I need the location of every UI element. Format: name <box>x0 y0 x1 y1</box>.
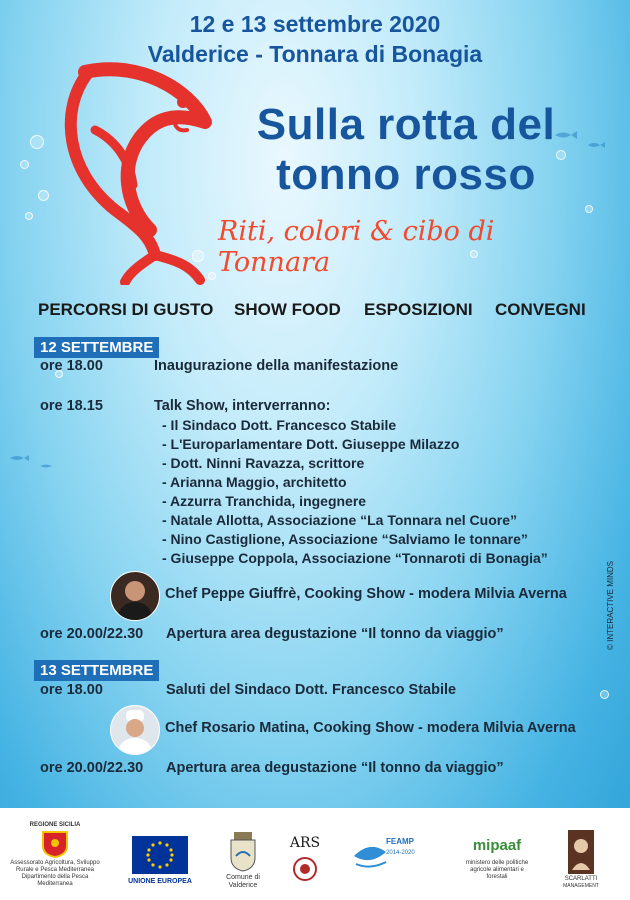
day-2-badge: 13 SETTEMBRE <box>34 660 159 681</box>
category-percorsi: PERCORSI DI GUSTO <box>38 300 214 319</box>
speaker-1: - Il Sindaco Dott. Francesco Stabile <box>162 417 397 433</box>
speaker-4: - Arianna Maggio, architetto <box>162 474 347 490</box>
comune-crest-icon <box>228 832 258 872</box>
feamp-label: FEAMP <box>386 837 414 846</box>
speaker-8: - Giuseppe Coppola, Associazione “Tonnaroti di Bonagia” <box>162 550 548 566</box>
day-1-badge: 12 SETTEMBRE <box>34 337 159 358</box>
design-credit: © INTERACTIVE MINDS <box>606 560 615 650</box>
scarlatti-sub: MANAGEMENT <box>563 883 599 889</box>
regione-title: REGIONE SICILIA <box>29 822 81 828</box>
chef-2-avatar <box>110 705 160 755</box>
main-title-line-1: Sulla rotta del <box>256 100 556 149</box>
regione-sicilia-crest-icon <box>40 830 70 858</box>
event-date: 12 e 13 settembre 2020 <box>189 11 441 37</box>
speaker-3: - Dott. Ninni Ravazza, scrittore <box>162 455 365 471</box>
day-2-event-2-text: Apertura area degustazione “Il tonno da viaggio” <box>166 760 504 776</box>
category-show-food: SHOW FOOD <box>234 300 341 319</box>
speaker-5: - Azzurra Tranchida, ingegnere <box>162 493 367 509</box>
ars-emblem-icon <box>290 856 320 882</box>
chef-1-avatar <box>110 571 160 621</box>
red-fish-logo-icon <box>55 60 215 285</box>
mipaaf-sub-2: agricole alimentari e forestali <box>470 867 524 880</box>
day-1-event-1-time: ore 18.00 <box>40 358 103 374</box>
day-1-event-1-text: Inaugurazione della manifestazione <box>154 358 399 374</box>
day-1-event-2-text: Talk Show, interverranno: <box>154 398 331 414</box>
main-title-line-2: tonno rosso <box>276 150 536 199</box>
eu-flag-icon <box>132 836 188 874</box>
day-2-event-2-time: ore 20.00/22.30 <box>40 760 144 776</box>
speaker-2: - L'Europarlamentare Dott. Giuseppe Milazzo <box>162 436 460 452</box>
eu-label: UNIONE EUROPEA <box>128 878 192 885</box>
event-location: Valderice - Tonnara di Bonagia <box>147 41 483 67</box>
regione-desc-1: Assessorato Agricoltura, Sviluppo <box>10 860 100 866</box>
day-1-event-2-time: ore 18.15 <box>40 398 103 414</box>
category-convegni: CONVEGNI <box>495 300 586 319</box>
sponsor-footer <box>0 808 630 900</box>
ars-label: ARS <box>289 835 321 851</box>
comune-label-1: Comune di <box>226 874 260 881</box>
mipaaf-sub-1: ministero delle politiche <box>465 860 529 866</box>
feamp-sub: 2014-2020 <box>386 850 415 856</box>
feamp-fish-icon <box>352 838 390 870</box>
category-esposizioni: ESPOSIZIONI <box>364 300 473 319</box>
scarlatti-portrait-icon <box>568 830 594 874</box>
regione-desc-3: Dipartimento della Pesca Mediterranea <box>21 874 89 887</box>
day-1-chef-show: Chef Peppe Giuffrè, Cooking Show - modera Milvia Averna <box>165 586 567 602</box>
regione-desc-2: Rurale e Pesca Mediterranea <box>15 867 95 873</box>
scarlatti-label: SCARLATTI <box>564 876 598 882</box>
speaker-6: - Natale Allotta, Associazione “La Tonnara nel Cuore” <box>162 512 517 528</box>
day-2-event-1-time: ore 18.00 <box>40 682 103 698</box>
day-2-event-1-text: Saluti del Sindaco Dott. Francesco Stabile <box>166 682 457 698</box>
mipaaf-label: mipaaf <box>472 837 522 854</box>
comune-label-2: Valderice <box>228 882 258 889</box>
day-1-event-3-time: ore 20.00/22.30 <box>40 626 144 642</box>
day-1-event-3-text: Apertura area degustazione “Il tonno da viaggio” <box>166 626 504 642</box>
day-2-chef-show: Chef Rosario Matina, Cooking Show - modera Milvia Averna <box>165 720 576 736</box>
speaker-7: - Nino Castiglione, Associazione “Salviamo le tonnare” <box>162 531 528 547</box>
subtitle: Riti, colori & cibo di Tonnara <box>218 216 495 278</box>
